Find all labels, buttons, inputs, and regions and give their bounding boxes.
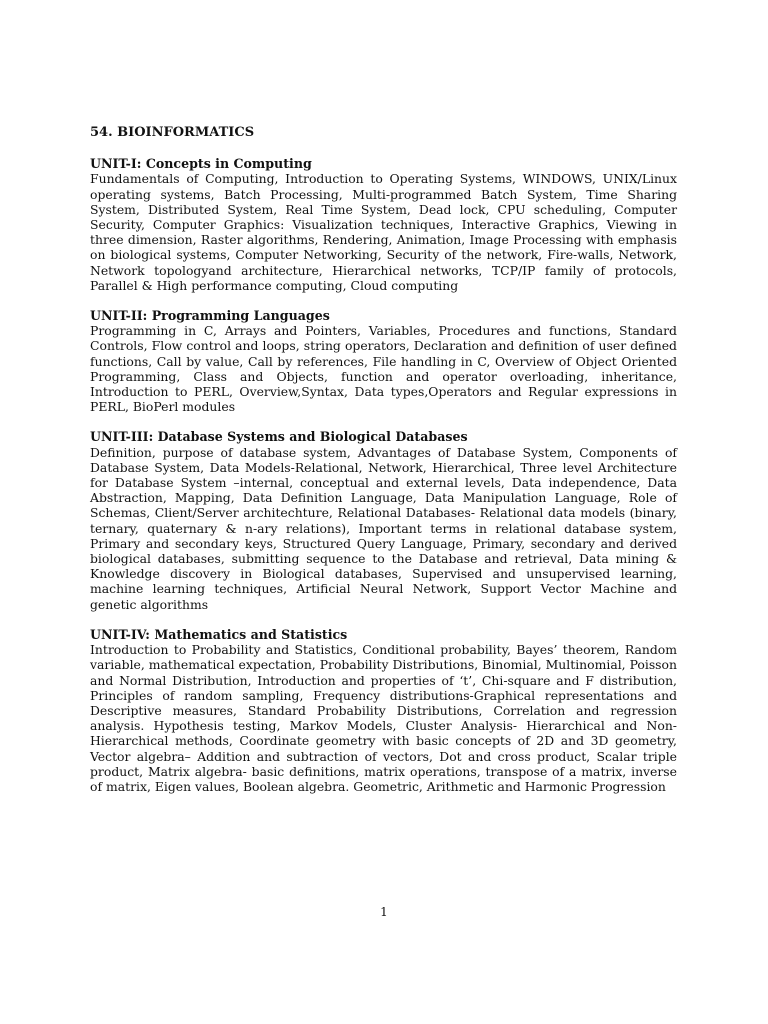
unit-section-2 — [90, 308, 677, 414]
unit-body: Introduction to Probability and Statistics, Conditional probability, Bayes’ theorem, Random variable, mathematical expectation, Probability Distributions, Binomial, Multinomial, Poisson and Normal Distribution, Introduction and properties of ‘t’, Chi-square and F distribution, Principles of random sampling, Frequency distributions-Graphical representations and Descriptive measures, Standard Probability Distributions, Correlation and regression analysis. Hypothesis testing, Markov Models, Cluster Analysis- Hierarchical and Non-Hierarchical methods, Coordinate geometry with basic concepts of 2D and 3D geometry, Vector algebra– Addition and subtraction of vectors, Dot and cross product, Scalar triple product, Matrix algebra- basic definitions, matrix operations, transpose of a matrix, inverse of matrix, Eigen values, Boolean algebra. Geometric, Arithmetic and Harmonic Progression — [90, 642, 677, 794]
unit-body: Fundamentals of Computing, Introduction to Operating Systems, WINDOWS, UNIX/Linux operating systems, Batch Processing, Multi-programmed Batch System, Time Sharing System, Distributed System, Real Time System, Dead lock, CPU scheduling, Computer Security, Computer Graphics: Visualization techniques, Interactive Graphics, Viewing in three dimension, Raster algorithms, Rendering, Animation, Image Processing with emphasis on biological systems, Computer Networking, Security of the network, Fire-walls, Network, Network topologyand architecture, Hierarchical networks, TCP/IP family of protocols, Parallel & High performance computing, Cloud computing — [90, 171, 677, 293]
unit-body: Programming in C, Arrays and Pointers, Variables, Procedures and functions, Standard Controls, Flow control and loops, string operators, Declaration and definition of user defined functions, Call by value, Call by references, File handling in C, Overview of Object Oriented Programming, Class and Objects, function and operator overloading, inheritance, Introduction to PERL, Overview,Syntax, Data types,Operators and Regular expressions in PERL, BioPerl modules — [90, 323, 677, 415]
unit-body: Definition, purpose of database system, Advantages of Database System, Components of Database System, Data Models-Relational, Network, Hierarchical, Three level Architecture for Database System –internal, conceptual and external levels, Data independence, Data Abstraction, Mapping, Data Definition Language, Data Manipulation Language, Role of Schemas, Client/Server architechture, Relational Databases- Relational data models (binary, ternary, quaternary & n-ary relations), Important terms in relational database system, Primary and secondary keys, Structured Query Language, Primary, secondary and derived biological databases, submitting sequence to the Database and retrieval, Data mining & Knowledge discovery in Biological databases, Supervised and unsupervised learning, machine learning techniques, Artificial Neural Network, Support Vector Machine and genetic algorithms — [90, 444, 677, 612]
unit-heading: UNIT-III: Database Systems and Biological Databases — [90, 429, 468, 445]
unit-section-4 — [90, 627, 677, 794]
unit-section-3 — [90, 429, 677, 611]
document-title: 54. BIOINFORMATICS — [90, 125, 255, 140]
unit-section-1 — [90, 156, 677, 293]
document-page — [90, 125, 677, 809]
page-number: 1 — [380, 905, 388, 919]
unit-heading: UNIT-II: Programming Languages — [90, 308, 330, 324]
unit-heading: UNIT-IV: Mathematics and Statistics — [90, 626, 348, 642]
unit-heading: UNIT-I: Concepts in Computing — [90, 156, 312, 172]
